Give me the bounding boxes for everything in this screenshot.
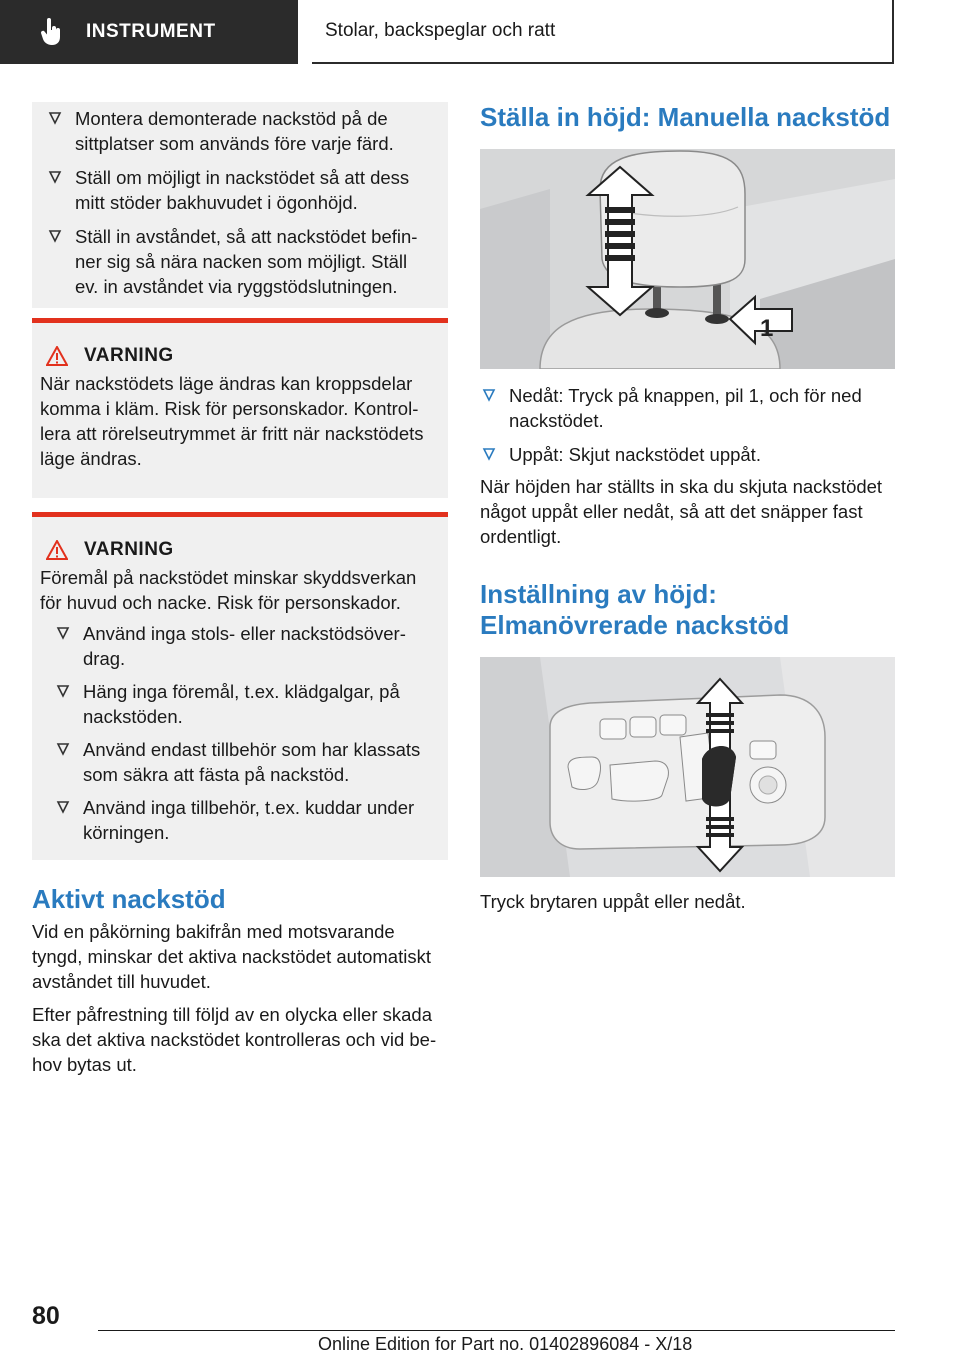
section-heading: Aktivt nackstöd: [32, 884, 226, 914]
section-heading: Ställa in höjd: Manuella nackstöd: [480, 102, 891, 132]
warning-box: [32, 318, 448, 498]
list-item: Ställ in avståndet, så att nackstödet befinner sig så nära nacken som möjligt. Ställ ev. in avståndet via ryggstödslutningen.: [46, 224, 434, 299]
chapter-header: [312, 0, 894, 64]
manual-headrest-illustration: [480, 149, 895, 369]
section-heading: Inställning av höjd: Elmanövrerade nackstöd: [480, 579, 790, 640]
section-tab: [0, 0, 298, 64]
triangle-bullet-icon: [48, 229, 62, 243]
paragraph: Vid en påkörning bakifrån med motsvarande tyngd, minskar det aktiva nackstödet automatiskt avståndet till huvudet.: [32, 921, 431, 992]
paragraph: När höjden har ställts in ska du skjuta nackstödet något uppåt eller nedåt, så att det snäpper fast ordentligt.: [480, 476, 883, 547]
steps-box: [32, 102, 448, 308]
triangle-bullet-icon: [56, 800, 70, 814]
triangle-bullet-icon: [56, 684, 70, 698]
list-item: Uppåt: Skjut nackstödet uppåt.: [480, 442, 895, 467]
warning-title: VARNING: [84, 539, 174, 560]
triangle-bullet-icon: [48, 170, 62, 184]
callout-number: 1: [760, 315, 774, 342]
triangle-bullet-icon: [56, 742, 70, 756]
right-column: [480, 102, 895, 914]
active-headrest-section: [32, 884, 448, 1077]
paragraph: Tryck brytaren uppåt eller nedåt.: [480, 891, 746, 912]
warning-triangle-icon: [46, 540, 68, 560]
paragraph: Efter påfrestning till följd av en olycka eller skada ska det aktiva nackstödet kontrolleras och vid behov bytas ut.: [32, 1004, 437, 1075]
list-item: Använd endast tillbehör som har klassats som säkra att fästa på nackstöd.: [54, 737, 438, 787]
left-column: [32, 102, 448, 1077]
warning-text: Föremål på nackstödet minskar skyddsverkan för huvud och nacke. Risk för personskador.: [40, 567, 417, 613]
list-item: Använd inga tillbehör, t.ex. kuddar under körningen.: [54, 795, 438, 845]
footer-edition: Online Edition for Part no. 01402896084 - X/18: [318, 1334, 693, 1354]
triangle-bullet-icon: [48, 111, 62, 125]
list-item: Använd inga stols- eller nackstödsöverdrag.: [54, 621, 438, 671]
triangle-bullet-icon: [482, 447, 496, 461]
triangle-bullet-icon: [56, 626, 70, 640]
warning-text: När nackstödets läge ändras kan kroppsdelar komma i kläm. Risk för personskador. Kontrollera att rörelseutrymmet är fritt när nackstödets läge ändras.: [40, 373, 424, 469]
footer-divider: [98, 1330, 895, 1331]
triangle-bullet-icon: [482, 388, 496, 402]
warning-triangle-icon: [46, 346, 68, 366]
list-item: Ställ om möjligt in nackstödet så att dess mitt stöder bakhuvudet i ögonhöjd.: [46, 165, 434, 215]
chapter-title: Stolar, backspeglar och ratt: [325, 20, 556, 41]
electric-headrest-switch-illustration: [480, 657, 895, 877]
warning-title: VARNING: [84, 345, 174, 366]
list-item: Häng inga föremål, t.ex. klädgalgar, på nackstöden.: [54, 679, 438, 729]
section-title: INSTRUMENT: [86, 21, 216, 42]
warning-box: [32, 512, 448, 860]
list-item: Montera demonterade nackstöd på de sittplatser som används före varje färd.: [46, 106, 434, 156]
list-item: Nedåt: Tryck på knappen, pil 1, och för ned nackstödet.: [480, 383, 895, 433]
page-number: 80: [32, 1302, 60, 1330]
hand-pointer-icon: [40, 18, 62, 46]
